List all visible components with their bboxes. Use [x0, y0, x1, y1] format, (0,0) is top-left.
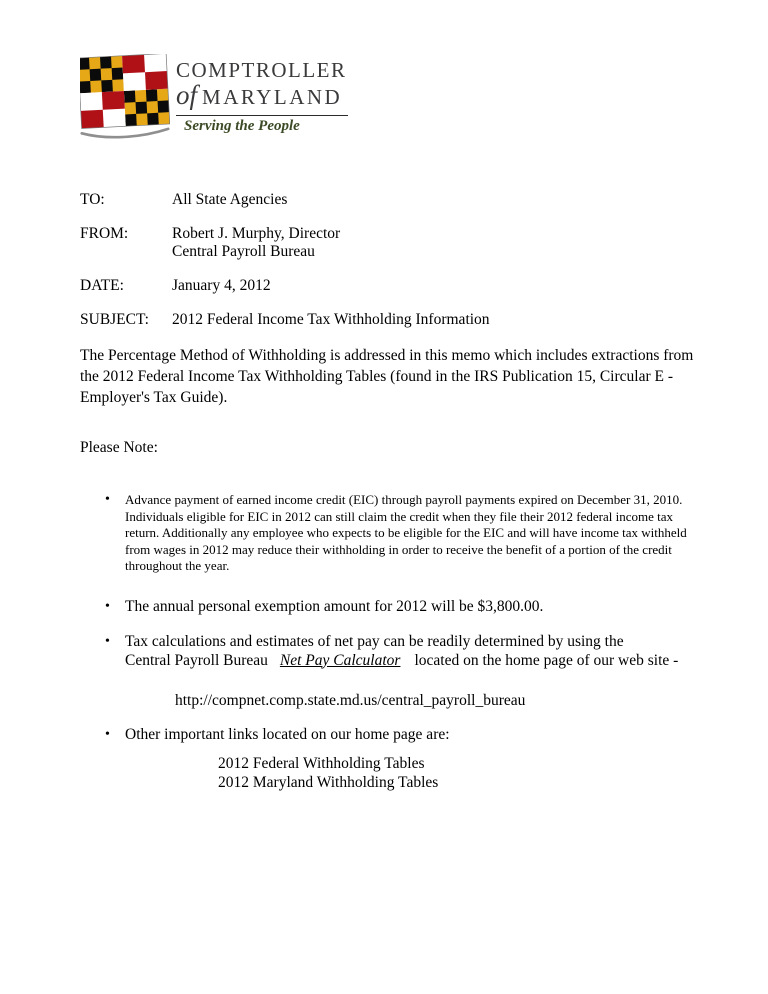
bullet-marker: •: [105, 598, 110, 614]
bullet-marker: •: [105, 492, 110, 507]
intro-paragraph: The Percentage Method of Withholding is addressed in this memo which includes extractions from the 2012 Federal Income Tax Withholding Tables (found in the IRS Publication 15, Circular E - Employer's Tax Guide).: [80, 347, 694, 406]
from-label: FROM:: [80, 225, 129, 242]
subject-value: 2012 Federal Income Tax Withholding Information: [172, 311, 490, 328]
logo-name-line2: [176, 82, 348, 110]
bullet-marker: •: [105, 726, 110, 742]
logo-tagline: Serving the People: [184, 118, 300, 134]
memo-from-row: [80, 225, 696, 261]
bullet-marker: •: [105, 633, 110, 649]
logo-divider-line: [176, 115, 348, 116]
bullet-exemption: [80, 597, 696, 616]
home-links-block: [218, 754, 696, 792]
net-pay-calculator-link[interactable]: Net Pay Calculator: [279, 651, 401, 669]
logo-maryland-word: MARYLAND: [202, 85, 343, 109]
subject-label: SUBJECT:: [80, 311, 149, 328]
date-label: DATE:: [80, 277, 124, 294]
netpay-line2-post: located on the home page of our web site -: [414, 651, 679, 669]
bullet-netpay-text: [125, 632, 696, 670]
memo-date-row: [80, 277, 696, 295]
bullet-exemption-text: The annual personal exemption amount for 2012 will be $3,800.00.: [125, 597, 544, 615]
logo-name-line1: COMPTROLLER: [176, 58, 347, 82]
memo-to-row: [80, 191, 696, 209]
logo-of-word: of: [176, 80, 198, 110]
date-value: January 4, 2012: [172, 277, 271, 294]
please-note-heading: Please Note:: [80, 439, 158, 456]
federal-withholding-tables-link: 2012 Federal Withholding Tables: [218, 754, 425, 772]
netpay-line1: Tax calculations and estimates of net pay can be readily determined by using the: [125, 632, 624, 650]
comptroller-logo: [80, 52, 360, 144]
bullet-list: [80, 492, 696, 792]
bullet-eic-text: Advance payment of earned income credit (EIC) through payroll payments expired on December 31, 2010. Individuals eligible for EIC in 2012 can still claim the credit when they file their 2012 federal income tax return. Additionally any employee who expects to be eligible for the EIC and will have income tax withheld from wages in 2012 may reduce their withholding in order to receive the benefit of a portion of the credit throughout the year.: [125, 492, 687, 573]
from-value-line2: Central Payroll Bureau: [172, 243, 315, 260]
bullet-home-links: [80, 725, 696, 744]
bullet-netpay: [80, 632, 696, 670]
to-value: All State Agencies: [172, 191, 288, 208]
memo-subject-row: [80, 311, 696, 329]
logo-swoosh: [82, 129, 168, 137]
maryland-flag-icon: [80, 54, 170, 142]
memo-content: [80, 191, 696, 792]
from-value-line1: Robert J. Murphy, Director: [172, 225, 341, 242]
bullet-home-links-text: Other important links located on our home page are:: [125, 725, 450, 743]
central-payroll-url: http://compnet.comp.state.md.us/central_payroll_bureau: [175, 691, 526, 709]
maryland-withholding-tables-link: 2012 Maryland Withholding Tables: [218, 773, 439, 791]
to-label: TO:: [80, 191, 105, 208]
bullet-eic: [80, 492, 696, 575]
logo-text: [176, 58, 348, 135]
netpay-line2-pre: Central Payroll Bureau: [125, 651, 268, 669]
from-value: [172, 225, 340, 261]
